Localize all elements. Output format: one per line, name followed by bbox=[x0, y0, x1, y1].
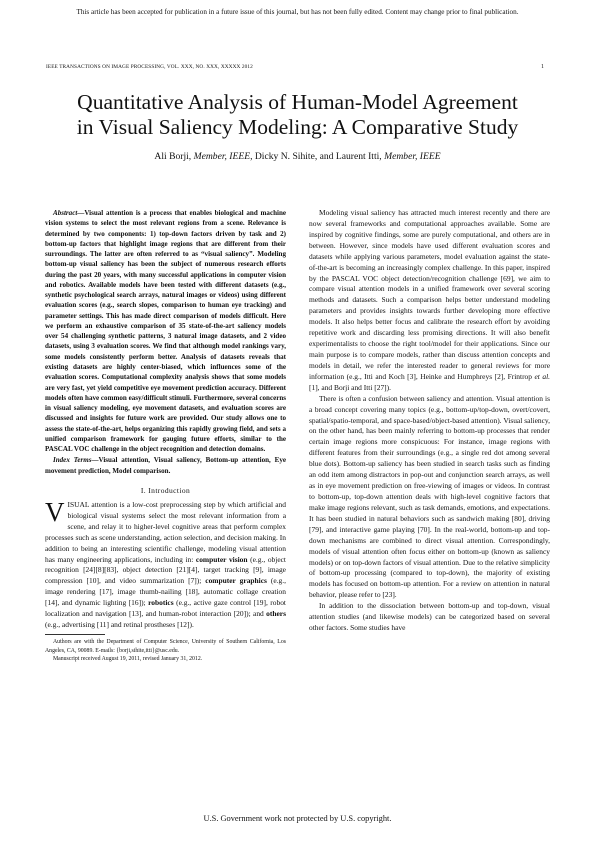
intro-term-robotics: robotics bbox=[148, 598, 174, 608]
title-line-1: Quantitative Analysis of Human-Model Agreement bbox=[77, 90, 518, 114]
page-footer: U.S. Government work not protected by U.S. copyright. bbox=[203, 814, 392, 823]
index-terms bbox=[45, 455, 286, 476]
index-terms-text: —Visual attention, Visual saliency, Bottom-up attention, Eye movement prediction, Model comparison. bbox=[45, 456, 286, 475]
running-head-journal: IEEE TRANSACTIONS ON IMAGE PROCESSING, VOL. XXX, NO. XXX, XXXXX 2012 bbox=[46, 64, 253, 70]
paper-title bbox=[30, 90, 565, 140]
author-1: Ali Borji, bbox=[154, 151, 192, 162]
author-1-role: Member, IEEE, bbox=[193, 151, 253, 162]
author-list bbox=[30, 151, 565, 162]
title-line-2: in Visual Saliency Modeling: A Comparative Study bbox=[76, 115, 519, 139]
right-column bbox=[309, 208, 550, 634]
intro-text-c: (e.g., image rendering [17], image thumb-nailing [18], automatic collage creation [14], and dynamic lighting [16]); bbox=[45, 576, 286, 608]
right-p1-etal: et al. bbox=[534, 371, 551, 381]
intro-term-computer-vision: computer vision bbox=[195, 554, 248, 564]
right-p1-end: [1], and Borji and Itti [27]). bbox=[309, 382, 391, 392]
author-2-3: Dicky N. Sihite, and Laurent Itti, bbox=[254, 151, 382, 162]
author-3-role: Member, IEEE bbox=[384, 151, 441, 162]
publication-notice: This article has been accepted for publication in a future issue of this journal, but has not been fully edited. Content may change prior to final publication. bbox=[76, 8, 519, 16]
intro-term-computer-graphics: computer graphics bbox=[205, 576, 267, 586]
footnote-rule bbox=[45, 634, 105, 635]
abstract-text: —Visual attention is a process that enables biological and machine vision systems to select the most relevant regions from a scene. Relevance is determined by two components: 1) top-down factors driven by task and 2) bottom-up factors that highlight image regions that are different from their surroundings. The latter are often referred to as “visual saliency”. Modeling bottom-up visual saliency has been the subject of numerous research efforts during the past 20 years, with many successful applications in computer vision and robotics. Available models have been tested with different datasets (e.g., synthetic psychological search arrays, natural images or videos) using different evaluation scores (e.g., search slopes, comparison to human eye tracking) and parameter settings. This has made direct comparison of models difficult. Here we perform an exhaustive comparison of 35 state-of-the-art saliency models over 54 challenging synthetic patterns, 3 natural image datasets, and 2 video datasets, using 3 evaluation scores. We find that although model rankings vary, some models consistently perform better. Analysis of datasets reveals that existing datasets are highly center-biased, which influences some of the evaluation scores. Computational complexity analysis shows that some models are very fast, yet yield competitive eye movement prediction accuracy. Different models often have common easy/difficult stimuli. Furthermore, several concerns in visual saliency modeling, eye movement datasets, and evaluation scores are discussed and insights for future work are provided. Our study allows one to assess the state-of-the-art, helps organizing this rapidly growing field, and sets a unified comparison framework for gauging future efforts, similar to the PASCAL VOC challenge in the object recognition and detection domains. bbox=[45, 209, 286, 454]
intro-paragraph bbox=[45, 496, 287, 631]
abstract-label: Abstract bbox=[53, 209, 78, 217]
right-paragraph-1 bbox=[309, 208, 550, 394]
drop-cap: V bbox=[45, 496, 65, 527]
footnote-manuscript: Manuscript received August 19, 2011, revised January 31, 2012. bbox=[53, 656, 203, 663]
index-terms-label: Index Terms bbox=[53, 456, 92, 465]
intro-text-a: ISUAL attention is a low-cost preprocessing step by which artificial and biological visual systems select the most relevant information from a scene, and relay it to higher-level cognitive areas that perform complex processes such as scene understanding, action selection, and decision making. In addition to being an interesting scientific challenge, modeling visual attention has many engineering applications, including in: bbox=[45, 499, 286, 564]
abstract bbox=[45, 208, 286, 454]
right-paragraph-2: There is often a confusion between saliency and attention. Visual attention is a broad concept covering many topics (e.g., bottom-up/top-down, overt/covert, spatial/spatio-temporal, and space-based/object-based attention). Visual saliency, on the other hand, has been mainly referring to bottom-up processes that render certain image regions more conspicuous: For instance, image regions with different features from their surroundings (e.g., a single red dot among several blue dots). Bottom-up saliency has been studied in search tasks such as finding an odd item among distractors in pop-out and conjunction search arrays, as well as in eye movement prediction on free-viewing of images or videos. In contrast to bottom-up, top-down attention deals with high-level cognitive factors that make image regions relevant, such as task demands, emotions, and expectations. It has been studied in natural behaviors such as sandwich making [80], driving [79], and interactive game playing [70]. In the real-world, bottom-up and top-down mechanisms are combined to direct visual attention. Correspondingly, models of visual attention often focus either on bottom-up (known as saliency models) or on top-down factors of visual attention. Due to the relative simplicity of bottom-up processing (compared to top-down), the majority of existing models has focused on bottom-up attention. For a review on attention in natural behavior, please refer to [23]. bbox=[309, 393, 550, 600]
right-p1-text: Modeling visual saliency has attracted much interest recently and there are now several frameworks and computational approaches available. Some are inspired by cognitive findings, some are purely computational, and others are in between. However, since models have used different evaluation scores and datasets while applying various parameters, model evaluation against the state-of-the-art is becoming an increasingly complex challenge. In this paper, inspired by the PASCAL VOC object detection/recognition challenge [69], we aim to compare visual attention models in a unified framework over several scoring methods and datasets. Such a comparison helps better understand modeling parameters and provides insights towards further developing more effective models. It also helps better focus and calibrate the research effort by avoiding repetitive work and discarding less promising directions. It will also benefit experimentalists to choose the right tool/model for their applications. Since our main purpose is to compare models, rather than discuss attention concepts and models in detail, we refer the interested reader to general reviews for more information (e.g., Itti and Koch [3], Heinke and Humphreys [2], Frintrop bbox=[309, 208, 550, 381]
intro-text-d: (e.g., active gaze control [19], robot localization and navigation [13], and human-robot interaction [20]); and bbox=[45, 598, 287, 619]
intro-term-others: others bbox=[266, 609, 286, 619]
section-heading-introduction: I. Introduction bbox=[140, 485, 191, 495]
footnote-affiliation: Authors are with the Department of Computer Science, University of Southern California, Los Angeles, CA, 90089. E-mails: {borji,sihite,itti}@usc.edu. bbox=[45, 638, 286, 654]
intro-text-b: (e.g., object recognition [24][8][83], object detection [21][4], target tracking [9], image compression [10], and video summarization [7]); bbox=[45, 554, 286, 586]
left-column bbox=[45, 208, 286, 664]
right-paragraph-3: In addition to the dissociation between bottom-up and top-down, visual attention studies (and likewise models) can be categorized based on several other factors. Some studies have bbox=[309, 601, 550, 633]
intro-text-e: (e.g., advertising [11] and retinal prostheses [12]). bbox=[45, 620, 194, 630]
page-number: 1 bbox=[541, 64, 544, 70]
